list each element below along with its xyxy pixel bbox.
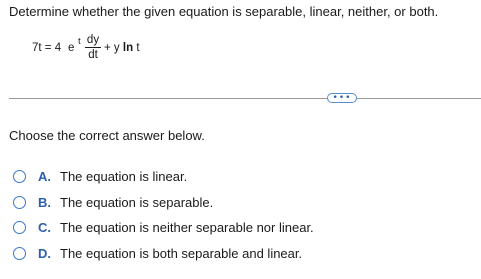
option-letter: A.	[38, 169, 51, 185]
option-text: The equation is linear.	[60, 169, 188, 185]
option-letter: C.	[38, 220, 51, 236]
option-text: The equation is both separable and linear.	[60, 245, 303, 261]
equation	[32, 34, 192, 74]
equation-lhs: 7t = 4	[32, 42, 62, 54]
option-letter: B.	[38, 194, 51, 210]
option-text: The equation is separable.	[60, 194, 214, 210]
divider	[9, 98, 481, 99]
radio-icon[interactable]	[13, 170, 26, 183]
question-text: Determine whether the given equation is separable, linear, neither, or both.	[9, 4, 439, 19]
equation-exponent: t	[78, 36, 81, 47]
equation-e: e	[68, 42, 75, 54]
radio-icon[interactable]	[13, 221, 26, 234]
option-b[interactable]	[13, 190, 314, 216]
fraction-denominator: dt	[88, 49, 98, 61]
answer-prompt: Choose the correct answer below.	[9, 128, 205, 143]
equation-ln: ln	[122, 42, 134, 54]
more-options-button[interactable]: •••	[327, 93, 357, 103]
radio-icon[interactable]	[13, 247, 26, 260]
equation-ln-arg: t	[136, 42, 140, 54]
option-a[interactable]	[13, 164, 314, 190]
option-letter: D.	[38, 245, 51, 261]
fraction-numerator: dy	[86, 34, 100, 46]
option-d[interactable]	[13, 241, 314, 267]
option-c[interactable]	[13, 215, 314, 241]
equation-rhs-rest	[104, 42, 140, 54]
equation-fraction	[85, 34, 101, 61]
equation-plus-y: + y	[104, 42, 120, 54]
option-text: The equation is neither separable nor linear.	[60, 220, 314, 236]
radio-icon[interactable]	[13, 196, 26, 209]
fraction-bar	[85, 47, 101, 48]
answer-options	[13, 164, 314, 266]
